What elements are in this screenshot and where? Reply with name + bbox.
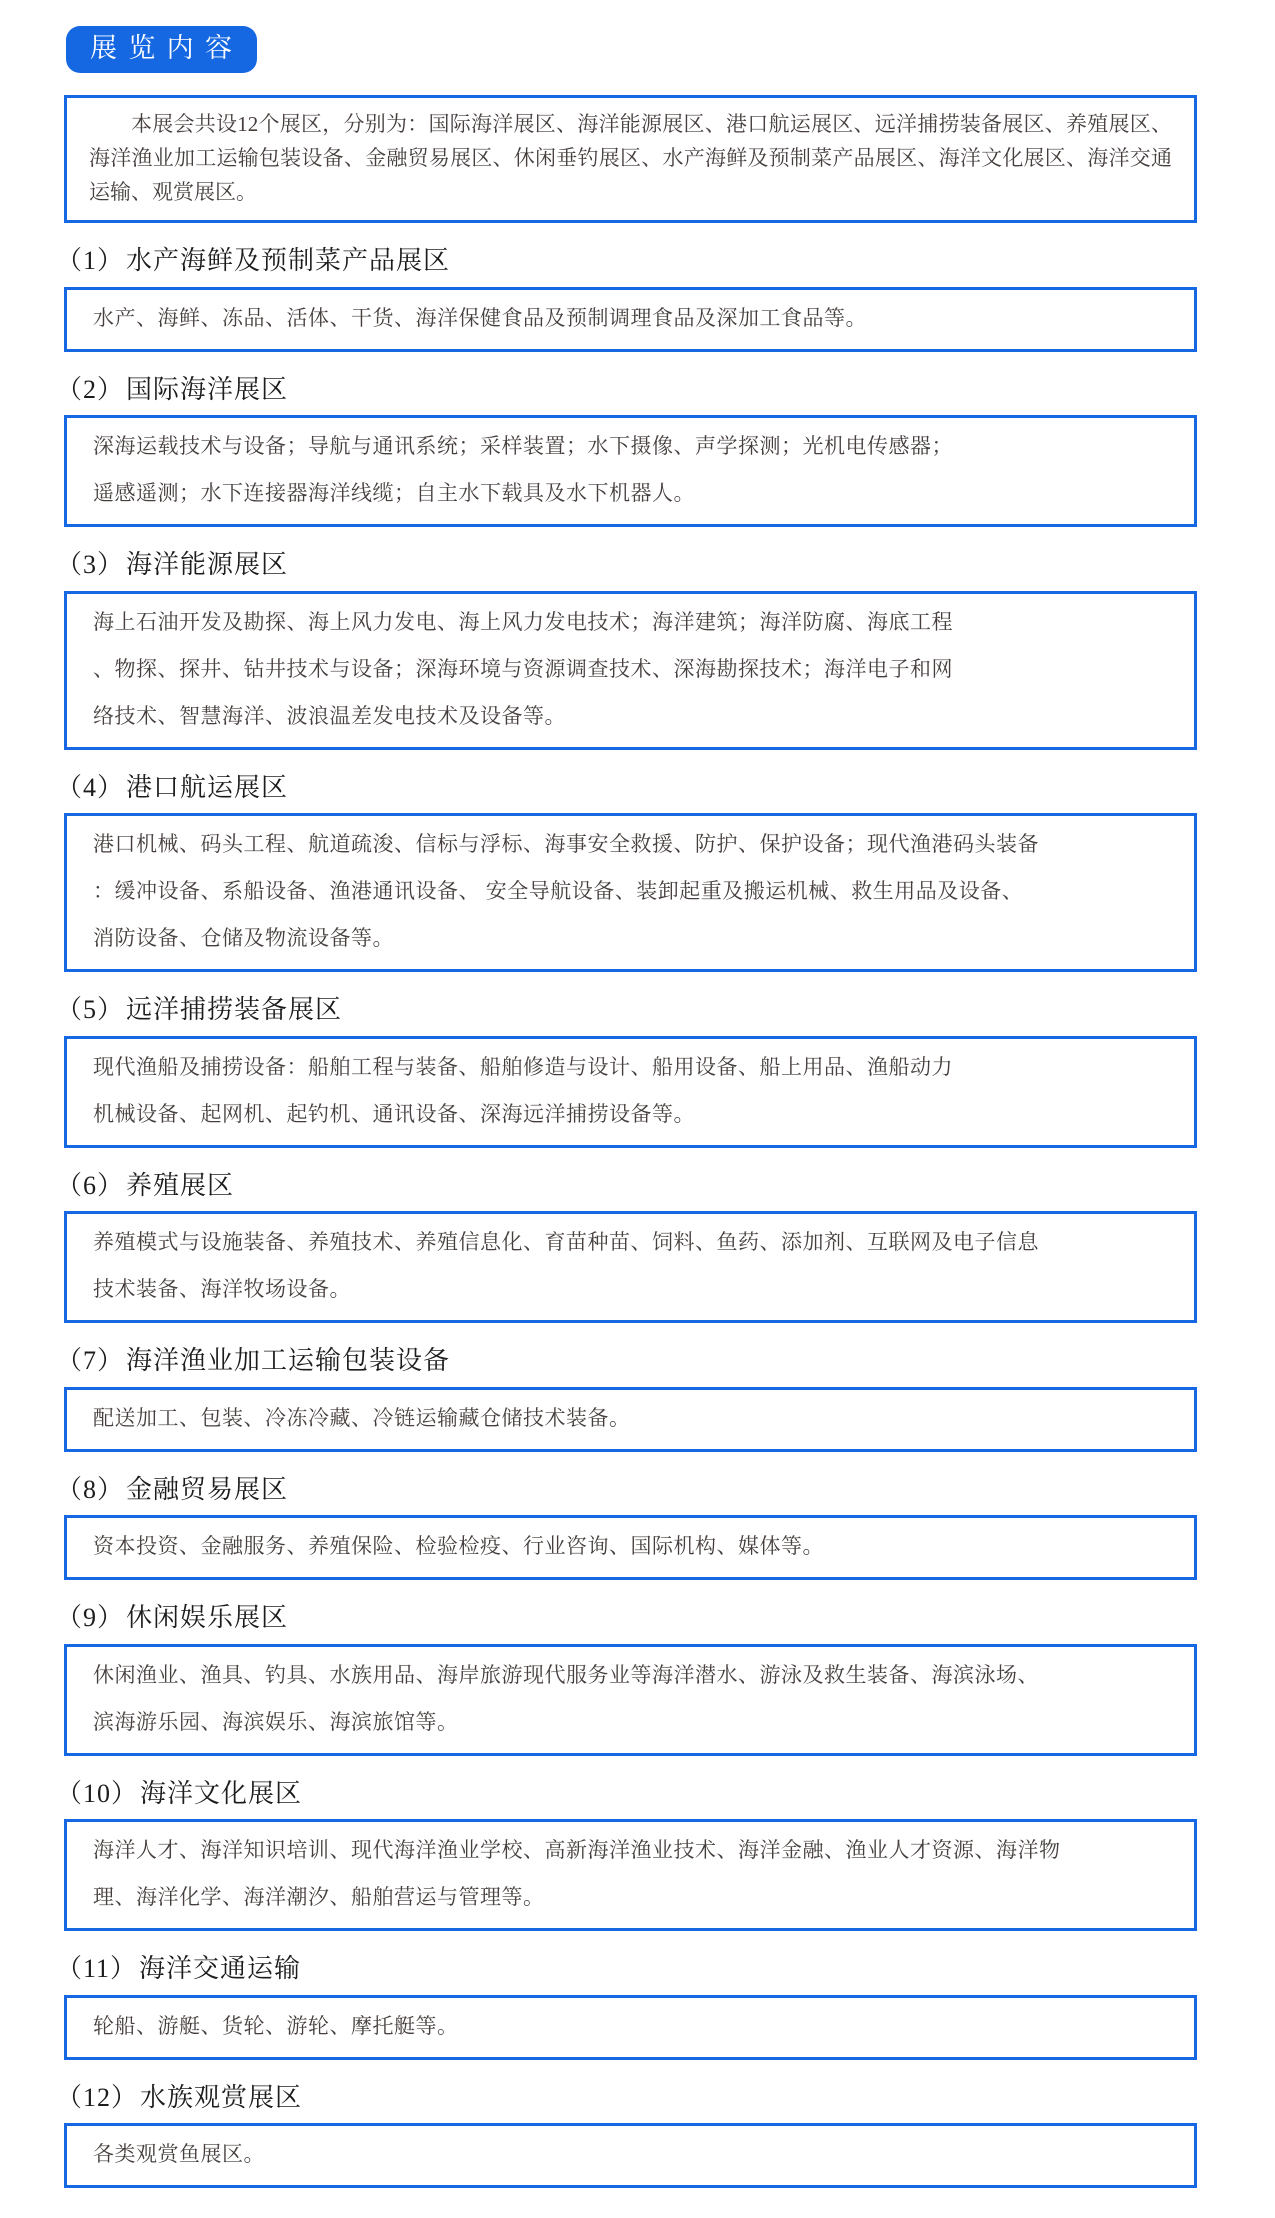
section-content-line: 海洋人才、海洋知识培训、现代海洋渔业学校、高新海洋渔业技术、海洋金融、渔业人才资源、海洋物 [93,1838,1061,1862]
section-content-line: 海上石油开发及勘探、海上风力发电、海上风力发电技术；海洋建筑；海洋防腐、海底工程 [93,609,953,634]
section-number: （2） [56,374,125,404]
section-content-box [64,1995,1197,2060]
section-content-box [64,1515,1197,1580]
section-content-box [64,1036,1197,1148]
section-heading [56,1345,1197,1378]
exhibit-section [56,1170,1197,1324]
section-content-box [64,813,1197,972]
intro-box [64,95,1197,223]
section-content-box [64,415,1197,527]
section-title-text: 养殖展区 [126,1170,235,1200]
section-content-line: 机械设备、起网机、起钓机、通讯设备、深海远洋捕捞设备等。 [93,1101,695,1126]
section-heading [56,374,1197,407]
section-number: （6） [56,1170,125,1200]
badge-label: 展览内容 [90,33,244,63]
section-number: （5） [56,995,125,1024]
exhibit-section [56,2082,1197,2189]
section-number: （4） [56,772,125,802]
section-heading [56,549,1197,582]
sections-container [56,245,1197,2188]
section-content-line: 水产、海鲜、冻品、活体、干货、海洋保健食品及预制调理食品及深加工食品等。 [93,305,867,330]
section-content-line: 轮船、游艇、货轮、游轮、摩托艇等。 [93,2013,459,2038]
section-heading [56,1170,1197,1203]
section-title-text: 水产海鲜及预制菜产品展区 [126,246,451,275]
exhibit-section [56,1602,1197,1756]
section-content-line: 技术装备、海洋牧场设备。 [93,1277,351,1301]
exhibit-section [56,1474,1197,1581]
section-number: （10） [56,1778,139,1808]
section-title-text: 国际海洋展区 [126,374,289,404]
section-content-box [64,1211,1197,1323]
section-content-line: 港口机械、码头工程、航道疏浚、信标与浮标、海事安全救援、防护、保护设备；现代渔港码头装备 [93,832,1039,856]
section-content-line: 现代渔船及捕捞设备：船舶工程与装备、船舶修造与设计、船用设备、船上用品、渔船动力 [93,1054,953,1079]
section-content-box [64,1819,1197,1931]
section-number: （12） [56,2082,139,2112]
section-content-line: 遥感遥测；水下连接器海洋线缆；自主水下载具及水下机器人。 [93,481,695,505]
section-title-text: 水族观赏展区 [140,2082,303,2112]
exhibit-section [56,1953,1197,2060]
section-heading [56,994,1197,1027]
section-heading [56,1602,1197,1635]
exhibit-section [56,1345,1197,1452]
section-title-text: 远洋捕捞装备展区 [126,995,343,1024]
exhibit-section [56,772,1197,973]
section-heading [56,2082,1197,2115]
section-content-box [64,2123,1197,2188]
section-heading [56,245,1197,278]
section-content-box [64,1644,1197,1756]
section-title-text: 海洋渔业加工运输包装设备 [126,1346,451,1375]
intro-paragraph: 本展会共设12个展区，分别为：国际海洋展区、海洋能源展区、港口航运展区、远洋捕捞装备展区、养殖展区、海洋渔业加工运输包装设备、金融贸易展区、休闲垂钓展区、水产海鲜及预制菜产品展区、海洋文化展区、海洋交通运输、观赏展区。 [89,112,1172,204]
exhibit-section [56,549,1197,750]
section-number: （7） [56,1346,125,1375]
section-heading [56,1474,1197,1507]
section-content-box [64,287,1197,352]
section-title-text: 海洋能源展区 [126,550,289,579]
exhibit-section [56,994,1197,1148]
section-number: （11） [56,1954,138,1983]
section-heading [56,1778,1197,1811]
exhibit-section [56,245,1197,352]
section-content-line: 各类观赏鱼展区。 [93,2142,265,2166]
section-number: （8） [56,1474,125,1504]
exhibition-content-badge [66,26,257,73]
section-content-line: 资本投资、金融服务、养殖保险、检验检疫、行业咨询、国际机构、媒体等。 [93,1534,824,1558]
section-number: （9） [56,1603,125,1632]
section-content-line: 深海运载技术与设备；导航与通讯系统；采样装置；水下摄像、声学探测；光机电传感器； [93,434,953,458]
section-title-text: 海洋文化展区 [140,1778,303,1808]
section-content-box [64,591,1197,750]
exhibit-section [56,1778,1197,1932]
section-content-line: 络技术、智慧海洋、波浪温差发电技术及设备等。 [93,703,566,728]
section-content-line: 养殖模式与设施装备、养殖技术、养殖信息化、育苗种苗、饲料、鱼药、添加剂、互联网及电子信息 [93,1230,1039,1254]
section-content-line: 休闲渔业、渔具、钓具、水族用品、海岸旅游现代服务业等海洋潜水、游泳及救生装备、海滨泳场、 [93,1662,1039,1687]
section-number: （3） [56,550,125,579]
section-content-line: 、物探、探井、钻井技术与设备；深海环境与资源调查技术、深海勘探技术；海洋电子和网 [93,656,953,681]
section-content-line: 滨海游乐园、海滨娱乐、海滨旅馆等。 [93,1709,459,1734]
section-content-line: ：缓冲设备、系船设备、渔港通讯设备、 安全导航设备、装卸起重及搬运机械、救生用品及设备、 [93,879,1024,903]
section-title-text: 休闲娱乐展区 [126,1603,289,1632]
section-content-line: 理、海洋化学、海洋潮汐、船舶营运与管理等。 [93,1885,545,1909]
section-heading [56,772,1197,805]
section-heading [56,1953,1197,1986]
section-content-line: 配送加工、包装、冷冻冷藏、冷链运输藏仓储技术装备。 [93,1405,631,1430]
section-content-box [64,1387,1197,1452]
section-title-text: 海洋交通运输 [139,1954,302,1983]
exhibit-section [56,374,1197,528]
section-title-text: 金融贸易展区 [126,1474,289,1504]
section-content-line: 消防设备、仓储及物流设备等。 [93,926,394,950]
section-title-text: 港口航运展区 [126,772,289,802]
section-number: （1） [56,246,125,275]
